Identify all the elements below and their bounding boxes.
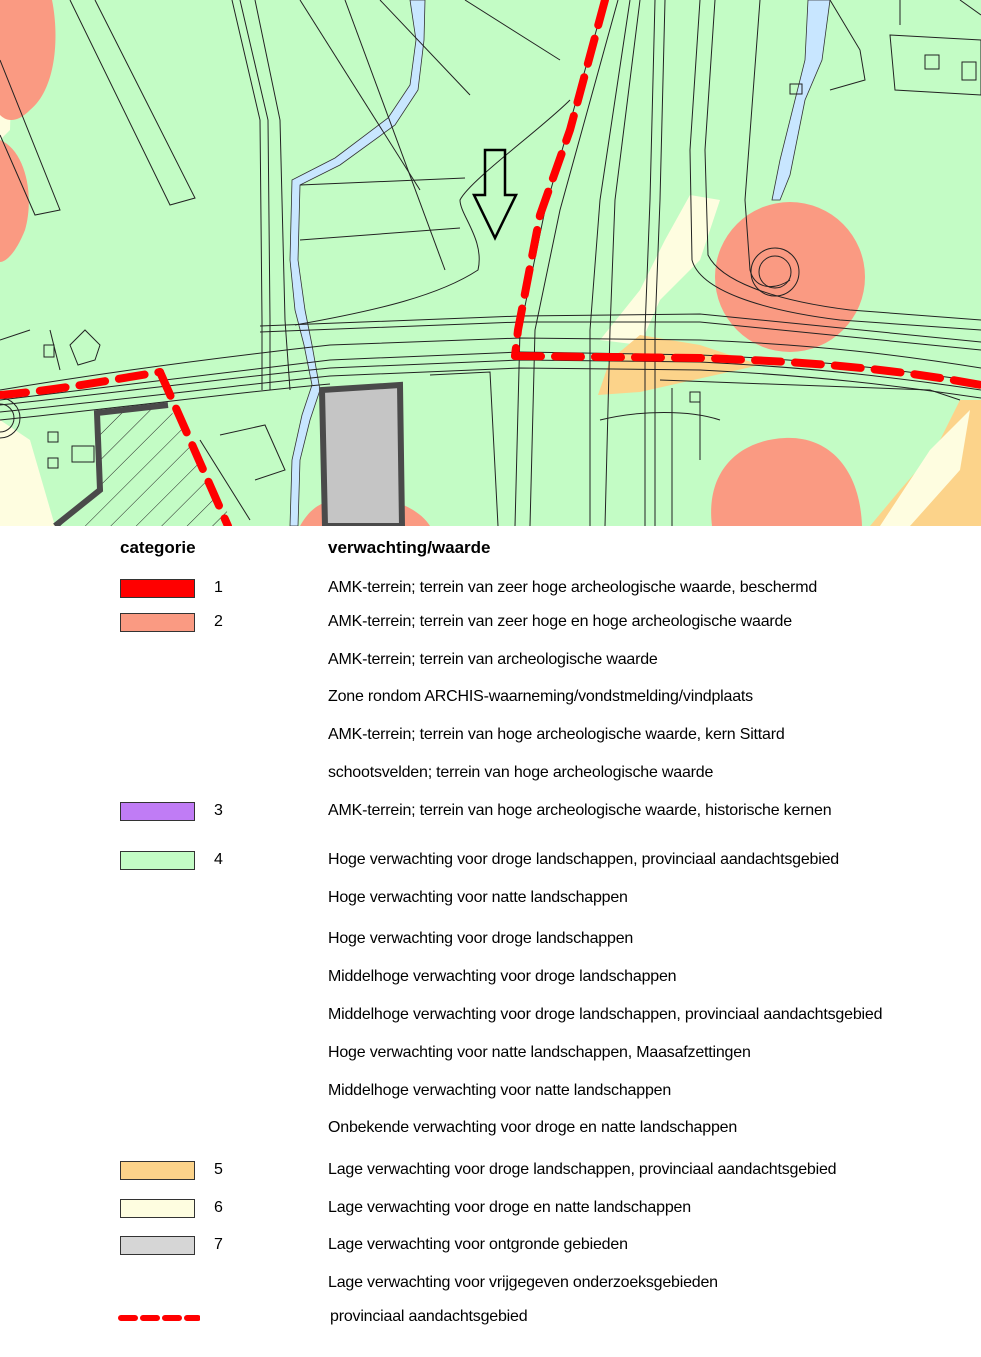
legend-num-5: 5 bbox=[214, 1161, 223, 1178]
legend-desc: AMK-terrein; terrein van hoge archeologische waarde, historische kernen bbox=[328, 802, 832, 819]
legend-boundary-label: provinciaal aandachtsgebied bbox=[330, 1308, 528, 1325]
legend-swatch-4 bbox=[120, 851, 195, 870]
legend-header-expectation: verwachting/waarde bbox=[328, 538, 491, 557]
legend-num-3: 3 bbox=[214, 802, 223, 819]
legend-desc: schootsvelden; terrein van hoge archeologische waarde bbox=[328, 764, 714, 781]
legend-swatch-5 bbox=[120, 1161, 195, 1180]
legend-desc: Onbekende verwachting voor droge en natte landschappen bbox=[328, 1119, 738, 1136]
legend-swatch-3 bbox=[120, 802, 195, 821]
legend-swatch-6 bbox=[120, 1199, 195, 1218]
map-legend bbox=[0, 526, 981, 1357]
legend-num-6: 6 bbox=[214, 1199, 223, 1216]
zone-cat7-grey bbox=[322, 385, 402, 526]
legend-desc: AMK-terrein; terrein van zeer hoge en hoge archeologische waarde bbox=[328, 613, 792, 630]
legend-desc: Middelhoge verwachting voor droge landschappen bbox=[328, 968, 677, 985]
legend-desc: Lage verwachting voor vrijgegeven onderzoeksgebieden bbox=[328, 1274, 718, 1291]
legend-desc: Lage verwachting voor droge landschappen, provinciaal aandachtsgebied bbox=[328, 1161, 837, 1178]
legend-desc: Middelhoge verwachting voor natte landschappen bbox=[328, 1082, 672, 1099]
legend-boundary-dash-symbol bbox=[118, 1314, 200, 1322]
legend-desc: Lage verwachting voor droge en natte landschappen bbox=[328, 1199, 691, 1216]
legend-desc: AMK-terrein; terrein van hoge archeologische waarde, kern Sittard bbox=[328, 726, 785, 743]
legend-num-2: 2 bbox=[214, 613, 223, 630]
legend-desc: Zone rondom ARCHIS-waarneming/vondstmelding/vindplaats bbox=[328, 688, 753, 705]
map-view[interactable] bbox=[0, 0, 981, 526]
legend-desc: AMK-terrein; terrein van zeer hoge archeologische waarde, beschermd bbox=[328, 579, 818, 596]
legend-num-7: 7 bbox=[214, 1236, 223, 1253]
legend-num-1: 1 bbox=[214, 579, 223, 596]
legend-num-4: 4 bbox=[214, 851, 223, 868]
legend-desc: Hoge verwachting voor natte landschappen bbox=[328, 889, 628, 906]
legend-swatch-7 bbox=[120, 1236, 195, 1255]
legend-desc: AMK-terrein; terrein van archeologische waarde bbox=[328, 651, 658, 668]
legend-desc: Lage verwachting voor ontgronde gebieden bbox=[328, 1236, 628, 1253]
legend-swatch-1 bbox=[120, 579, 195, 598]
legend-desc: Hoge verwachting voor droge landschappen, provinciaal aandachtsgebied bbox=[328, 851, 839, 868]
legend-header-category: categorie bbox=[120, 538, 196, 557]
legend-desc: Middelhoge verwachting voor droge landschappen, provinciaal aandachtsgebied bbox=[328, 1006, 883, 1023]
legend-desc: Hoge verwachting voor droge landschappen bbox=[328, 930, 634, 947]
legend-desc: Hoge verwachting voor natte landschappen, Maasafzettingen bbox=[328, 1044, 751, 1061]
legend-swatch-2 bbox=[120, 613, 195, 632]
